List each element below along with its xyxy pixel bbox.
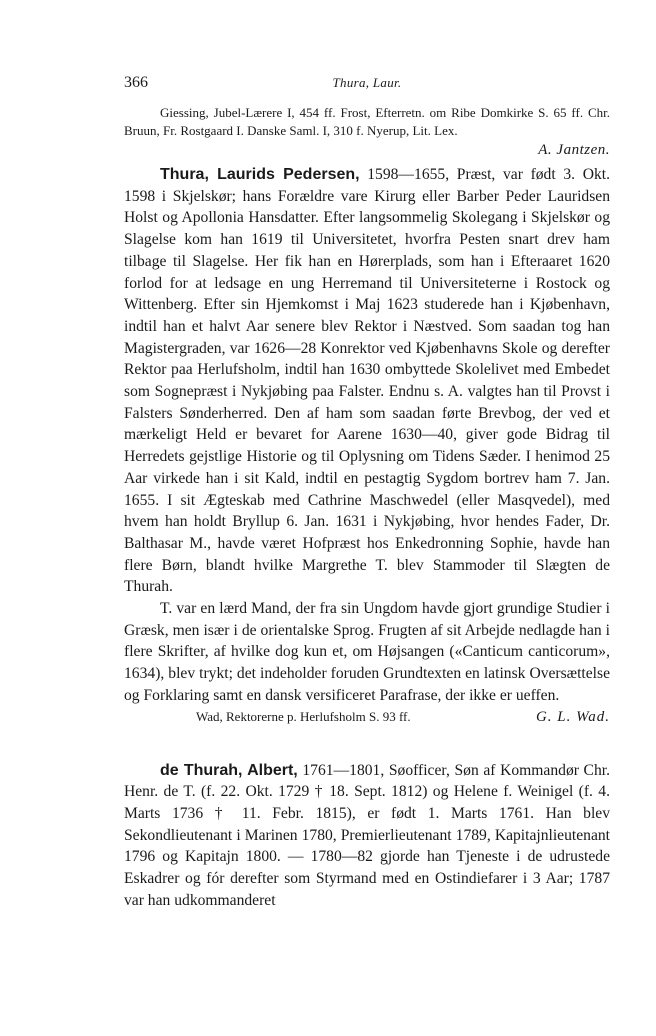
entry-thura-signature: G. L. Wad. [535,708,610,725]
entry-thura-paragraph-1 [124,164,610,598]
entry-thurah-paragraph [124,760,610,912]
entry-thurah-text: 1761—1801, Søofficer, Søn af Kommandør Chr. Henr. de T. (f. 22. Okt. 1729 † 18. Sept. 1812) og Helene f. Weinigel (f. 4. Marts 1736 † 11. Febr. 1815), er født 1. Marts 1761. Han blev Sekondlieutenant i Marinen 1780, Premierlieutenant 1789, Kapitajnlieutenant 1796 og Kapitajn 1800. — 1780—82 gjorde han Tjeneste i de udrustede Eskadrer og fór derefter som Styrmand med en Ostindiefarer i 3 Aar; 1787 var han udkommanderet [124,761,610,909]
entry-thura-footer [124,707,610,727]
previous-entry-signature: A. Jantzen. [538,142,610,158]
entry-thura-paragraph-2: T. var en lærd Mand, der fra sin Ungdom havde gjort grundige Studier i Græsk, men især i de orientalske Sprog. Frugten af sit Arbejde nedlagde han i flere Skrifter, af hvilke dog kun et, om Højsangen («Canticum canticorum», 1634), blev trykt; det indeholder foruden Grundtexten en latinsk Oversættelse og Forklaring samt en dansk versificeret Parafrase, der ikke er ueffen. [124,600,610,704]
running-head: Thura, Laur. [332,75,402,90]
page-body [124,104,610,912]
page-number: 366 [124,74,148,91]
page-header [124,74,610,94]
entry-thura-source: Wad, Rektorerne p. Herlufsholm S. 93 ff. [196,708,411,724]
entry-thurah-headword: de Thurah, Albert, [160,761,298,779]
previous-entry-references: Giessing, Jubel-Lærere I, 454 ff. Frost, Efterretn. om Ribe Domkirke S. 65 ff. Chr. Bruun, Fr. Rostgaard I. Danske Saml. I, 310 f. Nyerup, Lit. Lex. [124,105,610,138]
entry-thura-headword: Thura, Laurids Pedersen, [160,166,360,183]
entry-thura-text-1: 1598—1655, Præst, var født 3. Okt. 1598 i Skjelskør; hans Forældre vare Kirurg eller Barber Peder Lauridsen Holst og Apollonia Hansdatter. Efter langsommelig Skolegang i Skjelskør og Slagelse kom han 1619 til Universitetet, hvorfra Pesten snart drev ham tilbage til Slagelse. Her fik han en Hørerplads, som han i Efteraaret 1620 forlod for at ledsage en ung Herremand til Universiteterne i Rostock og Wittenberg. Efter sin Hjemkomst i Maj 1623 studerede han i Kjøbenhavn, indtil han et halvt Aar senere blev Rektor i Næstved. Som saadan tog han Magistergraden, var 1626—28 Konrektor ved Kjøbenhavns Skole og derefter Rektor paa Herlufsholm, indtil han 1630 ombyttede Skolelivet med Embedet som Sognepræst i Nykjøbing paa Falster. Endnu s. A. valgtes han til Provst i Falsters Sønderherred. Den af ham som saadan førte Brevbog, der ved et mærkeligt Held er bevaret for Aarene 1630—40, giver gode Bidrag til Herredets gejstlige Historie og til Oplysning om Tidens Sæder. I henimod 25 Aar virkede han i sit Kald, indtil en pestagtig Sygdom bortrev ham 7. Jan. 1655. I sit Ægteskab med Cathrine Maschwedel (eller Masqvedel), med hvem han holdt Bryllup 6. Jan. 1631 i Nykjøbing, hvor hendes Fader, Dr. Balthasar M., havde været Hofpræst hos Enkedronning Sophie, havde han flere Børn, blandt hvilke Margrethe T. blev Stammoder til Slægten de Thurah. [124,166,610,596]
